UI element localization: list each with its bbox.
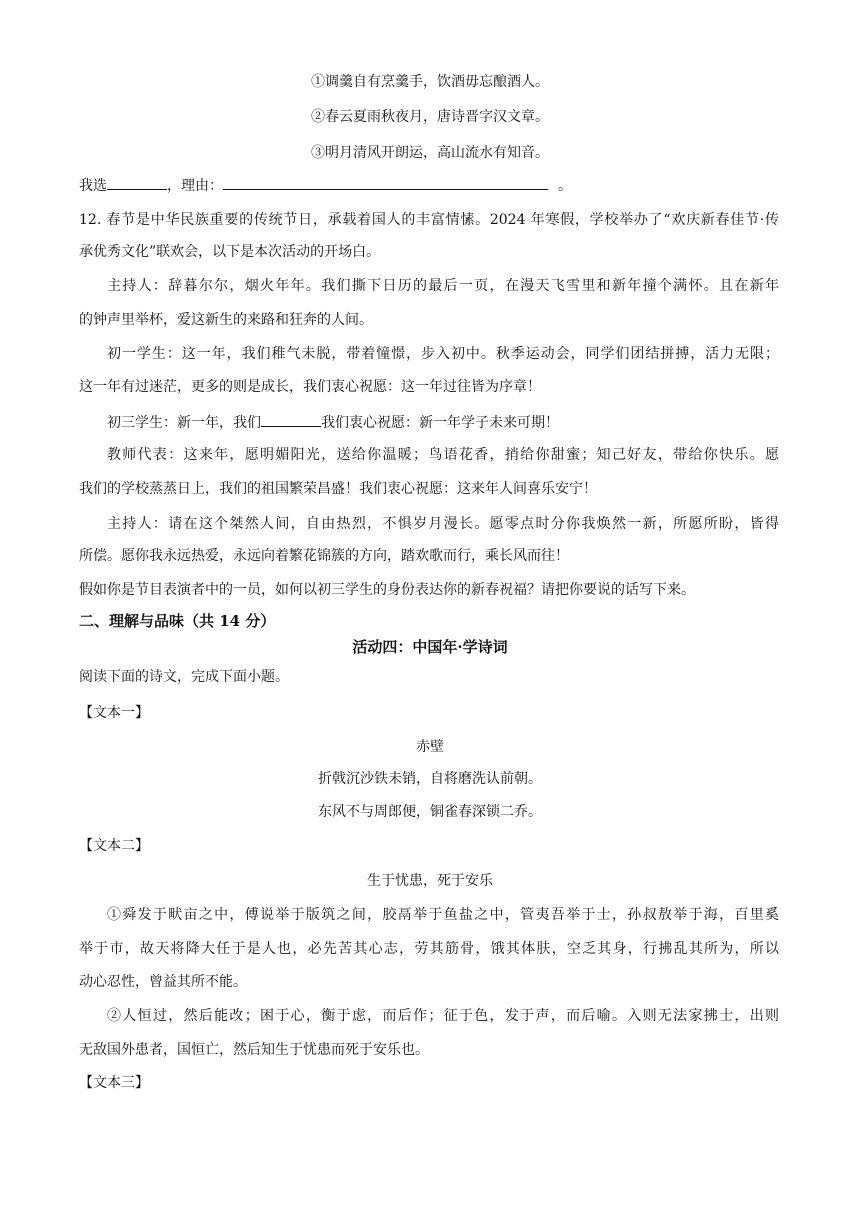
grade7-line-1: 初一学生：这一年，我们稚气未脱，带着憧憬，步入初中。秋季运动会，同学们团结拼搏，活力无限； — [107, 346, 779, 362]
essay-p1-line-2: 举于市，故天将降大任于是人也，必先苦其心志，劳其筋骨，饿其体肤，空乏其身，行拂乱其所为，所以 — [79, 941, 779, 957]
reason-blank[interactable] — [223, 175, 548, 190]
grade9-blank[interactable] — [261, 412, 321, 427]
section-heading: 二、理解与品味（共 14 分） — [79, 612, 276, 630]
essay-p2-line-1: ②人恒过，然后能改；困于心，衡于虑，而后作；征于色，发于声，而后喻。入则无法家拂士，出则 — [107, 1008, 779, 1024]
reason-label: ，理由： — [167, 178, 223, 194]
text2-label: 【文本二】 — [79, 838, 149, 854]
host-closing-1: 主持人：请在这个桀然人间，自由热烈，不惧岁月漫长。愿零点时分你我焕然一新，所愿所盼，皆得 — [107, 516, 779, 532]
q12-line-1: 12. 春节是中华民族重要的传统节日，承载着国人的丰富情愫。2024 年寒假，学校举办了“欢庆新春佳节·传 — [79, 212, 779, 228]
poem-title: 赤壁 — [416, 739, 444, 755]
choose-label: 我选 — [79, 178, 107, 194]
q12-question: 假如你是节目表演者中的一员，如何以初三学生的身份表达你的新春祝福？请把你要说的话写下来。 — [79, 582, 695, 598]
choose-line — [79, 175, 779, 196]
option-1: ①调羹自有烹羹手，饮酒毋忘酿酒人。 — [311, 74, 549, 90]
teacher-line-2: 我们的学校蒸蒸日上，我们的祖国繁荣昌盛！我们衷心祝愿：这来年人间喜乐安宁！ — [79, 481, 597, 497]
q12-line-2: 承优秀文化”联欢会，以下是本次活动的开场白。 — [79, 244, 381, 260]
grade9-line — [107, 412, 779, 433]
choose-end: 。 — [558, 178, 572, 194]
grade9-prefix: 初三学生：新一年，我们 — [107, 415, 261, 431]
host-opening-2: 的钟声里举杯，爱这新生的来路和狂奔的人间。 — [79, 312, 373, 328]
essay-title: 生于忧患，死于安乐 — [367, 873, 493, 889]
essay-p1-line-3: 动心忍性，曾益其所不能。 — [79, 974, 247, 990]
teacher-line-1: 教师代表：这来年，愿明媚阳光，送给你温暖；鸟语花香，捎给你甜蜜；知己好友，带给你快乐。愿 — [107, 447, 779, 463]
grade9-suffix: 我们衷心祝愿：新一年学子未来可期！ — [321, 415, 559, 431]
grade7-line-2: 这一年有过迷茫，更多的则是成长，我们衷心祝愿：这一年过往皆为序章！ — [79, 379, 541, 395]
essay-p2-line-2: 无敌国外患者，国恒亡，然后知生于忧患而死于安乐也。 — [79, 1042, 429, 1058]
text1-label: 【文本一】 — [79, 705, 149, 721]
option-2: ②春云夏雨秋夜月，唐诗晋字汉文章。 — [311, 109, 549, 125]
activity-title: 活动四：中国年·学诗词 — [352, 638, 508, 656]
reading-instruction: 阅读下面的诗文，完成下面小题。 — [79, 669, 289, 685]
poem-line-2: 东风不与周郎便，铜雀春深锁二乔。 — [318, 804, 542, 820]
essay-p1-line-1: ①舜发于畎亩之中，傅说举于版筑之间，胶鬲举于鱼盐之中，管夷吾举于士，孙叔敖举于海，百里奚 — [107, 907, 779, 923]
choice-blank[interactable] — [107, 175, 167, 190]
text3-label: 【文本三】 — [79, 1075, 149, 1091]
poem-line-1: 折戟沉沙铁未销，自将磨洗认前朝。 — [318, 771, 542, 787]
host-closing-2: 所偿。愿你我永远热爱，永远向着繁花锦簇的方向，踏欢歌而行，乘长风而往！ — [79, 548, 569, 564]
option-3: ③明月清风开朗运，高山流水有知音。 — [311, 145, 549, 161]
host-opening-1: 主持人：辞暮尔尔，烟火年年。我们撕下日历的最后一页，在漫天飞雪里和新年撞个满怀。且在新年 — [107, 278, 779, 294]
